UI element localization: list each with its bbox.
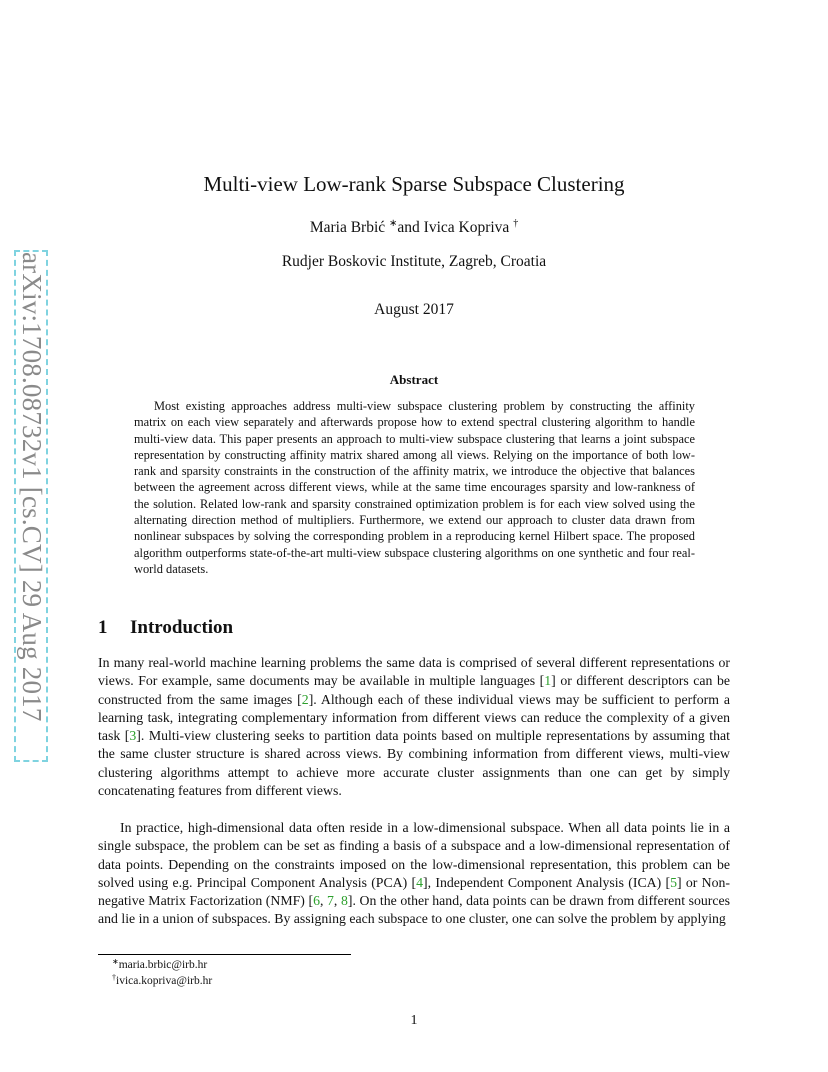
paragraph-text: ]. On the other hand, data points can be drawn from different sources and lie in a union of subspaces. By assigning each subspace to one cluster, one can solve the problem by applying (98, 893, 730, 927)
paragraph-text: ] or different descriptors can be constructed from the same images [ (98, 673, 730, 707)
paper-date: August 2017 (374, 301, 454, 318)
footnote-rule (98, 954, 351, 955)
section-number: 1 (98, 617, 108, 638)
footnote-2 (112, 973, 212, 987)
paragraph-text: ]. Multi-view clustering seeks to partition data points based on multiple representations by assuming that the same cluster structure is shared across views. By combining information from different views, multi-view clustering algorithms attempt to achieve more accurate cluster assignments than one can get by simply concatenating features from different views. (98, 728, 730, 798)
footnote-2-email[interactable]: ivica.kopriva@irb.hr (116, 975, 213, 987)
footnote-1-email[interactable]: maria.brbic@irb.hr (118, 959, 208, 971)
citation-link[interactable]: 4 (416, 874, 424, 890)
paragraph-text: In practice, high-dimensional data often reside in a low-dimensional subspace. When all data points lie in a single subspace, the problem can be set as finding a basis of a subspace and a low-dimensional representation of data points. Depending on the constraints imposed on the low-dimensional representation, this problem can be solved using e.g. Principal Component Analysis (PCA) [ (98, 820, 730, 890)
abstract-heading: Abstract (389, 372, 439, 387)
footnote-1 (112, 957, 207, 971)
intro-paragraph-2 (98, 819, 730, 929)
footnote-1-mark: ∗ (112, 957, 119, 966)
paragraph-text: ], Independent Component Analysis (ICA) [ (423, 874, 671, 890)
paragraph-text: ]. Although each of these individual views may be sufficient to perform a learning task, integrating complementary information from different views can reduce the complexity of a given task [ (98, 691, 730, 743)
citation-link[interactable]: 2 (301, 691, 309, 707)
citation-link[interactable]: 3 (129, 728, 137, 743)
arxiv-stamp (14, 250, 50, 770)
section-heading (98, 617, 233, 639)
intro-paragraph-1 (98, 654, 730, 800)
section-title: Introduction (130, 617, 234, 638)
author-1-footnote-mark[interactable]: ∗ (389, 218, 398, 229)
affiliation: Rudjer Boskovic Institute, Zagreb, Croatia (281, 253, 547, 270)
abstract-text: Most existing approaches address multi-view subspace clustering problem by constructing the affinity matrix on each view separately and afterwards propose how to extend spectral clustering algorithm to handle multi-view data. This paper presents an approach to multi-view subspace clustering that learns a joint subspace representation by constructing affinity matrix shared among all views. Relying on the importance of both low-rank and sparsity constraints in the construction of the affinity matrix, we introduce the objective that balances between the agreement across different views, while at the same time encourages sparsity and low-rankness of the solution. Related low-rank and sparsity constrained optimization problem is for each view solved using the alternating direction method of multipliers. Furthermore, we extend our approach to cluster data drawn from nonlinear subspaces by solving the corresponding problem in a reproducing kernel Hilbert space. The proposed algorithm outperforms state-of-the-art multi-view subspace clustering algorithms on one synthetic and four real-world datasets. (134, 399, 695, 576)
footnote-2-mark: † (112, 973, 116, 982)
page-number: 1 (410, 1013, 418, 1028)
paragraph-text: In many real-world machine learning problems the same data is comprised of several different representations or views. For example, same documents may be available in multiple languages [ (98, 655, 730, 689)
paragraph-text: , (319, 893, 328, 908)
citation-link[interactable]: 8 (340, 893, 348, 908)
citation-link[interactable]: 5 (670, 874, 678, 890)
paragraph-text: ] or Non-negative Matrix Factorization (NMF) [ (98, 874, 731, 908)
citation-link[interactable]: 7 (327, 893, 334, 908)
citation-link[interactable]: 1 (544, 673, 552, 689)
arxiv-identifier: arXiv:1708.08732v1 [cs.CV] 29 Aug 2017 (17, 252, 47, 722)
author-2: and Ivica Kopriva (397, 219, 510, 236)
authors-line (0, 218, 828, 237)
paragraph-text: , (333, 893, 341, 908)
author-2-footnote-mark[interactable]: † (513, 218, 519, 229)
paper-title: Multi-view Low-rank Sparse Subspace Clustering (203, 172, 625, 196)
author-1: Maria Brbić (309, 219, 386, 236)
citation-link[interactable]: 6 (313, 893, 320, 908)
